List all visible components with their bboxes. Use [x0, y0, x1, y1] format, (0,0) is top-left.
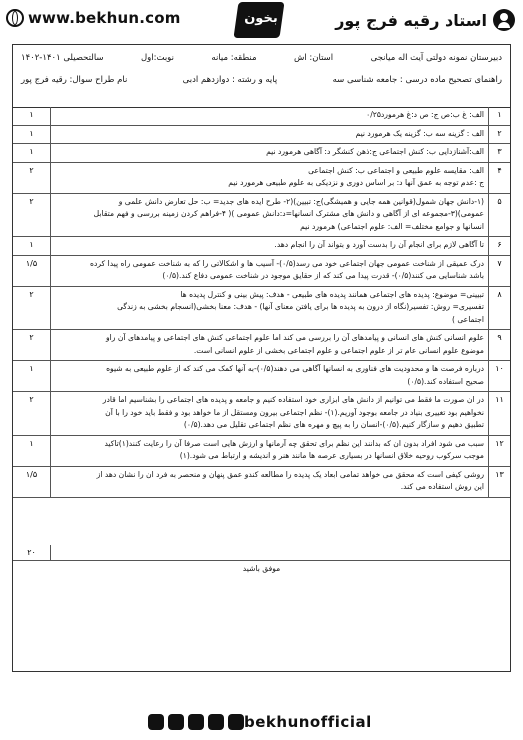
user-icon	[493, 9, 515, 31]
answer-line: سبب می شود افراد بدون ان که بدانند این نظم برای تحقق چه آرمانها و ارزش هایی است صرفا آن را رعایت کنند(۱)تاکید	[104, 438, 484, 448]
question-score: ۱	[13, 144, 51, 162]
question-number: ۶	[488, 237, 510, 255]
logo-text: بخون	[244, 11, 278, 26]
instagram-icon[interactable]	[148, 714, 164, 730]
answer-text	[55, 109, 484, 122]
answer-line: درباره فرصت ها و محدودیت های فناوری به انسانها آگاهی می دهند(۰/۵)-به آنها کمک می کند که از علوم طبیعی به شیوه	[106, 364, 484, 373]
teacher-name: استاد رقیه فرج پور	[335, 10, 487, 30]
answer-row	[13, 361, 510, 392]
closing-row	[13, 561, 510, 575]
question-number: ۱۳	[488, 467, 510, 497]
answer-line: تا آگاهی لازم برای انجام آن را بدست آورد و بتواند آن را انجام دهد.	[274, 240, 484, 249]
answer-row	[13, 330, 510, 361]
total-score: ۲۰	[13, 545, 51, 560]
telegram-icon[interactable]	[188, 714, 204, 730]
answer-text	[55, 363, 484, 388]
question-score: ۱	[13, 237, 51, 255]
answer-text	[55, 394, 484, 432]
question-score: ۱/۵	[13, 467, 51, 497]
answer-row	[13, 107, 510, 126]
answer-line: تبیینی= موضوع: پدیده های اجتماعی همانند پدیده های طبیعی - هدف: پیش بینی و کنترل پدیده ها	[180, 289, 484, 299]
question-score: ۲	[13, 163, 51, 193]
answer-line: درک عمیقی از شناخت عمومی جهان اجتماعی خود می رسد(۰/۵)- آسیب ها و اشکالاتی را که به شناخت عمومی راه پیدا کرده	[90, 258, 484, 268]
answer-line: الف:آشنازدایی ب: کنش اجتماعی ج:ذهن کنشگر د: آگاهی هرمورد نیم	[266, 147, 484, 156]
answer-text	[55, 258, 484, 283]
answer-line: (۱-دانش جهان شمول(قوانین همه جایی و همیشگی)ج: تبیین)(۲- طرح ایده های جدید= ب: حل تعارض دانش علمی و	[118, 196, 484, 206]
closing-text: موفق باشید	[242, 564, 281, 573]
answer-sheet	[12, 44, 511, 672]
answer-line: تفسیری= روش: تفسیر(نگاه از درون به پدیده ها برای یافتن معنای آنها) - هدف: معنا بخشی(انسجام بخشی به زندگی	[117, 302, 484, 311]
answer-text	[55, 332, 484, 357]
answer-row	[13, 256, 510, 287]
brand-logo	[233, 2, 284, 38]
answer-text	[55, 469, 484, 494]
answer-line: تطبیق دهیم و سازگار کنیم.(۰/۵)-انسان را به پیچ و مهره های نظم اجتماعی تقلیل می دهد.(۰/۵)	[183, 420, 484, 429]
total-row	[13, 545, 510, 561]
answer-line: نخواهیم بود تغییری بنیاد در جامعه بوجود آوریم.(۱)- نظم اجتماعی بیرون ومستقل از ما خواهد بود و فقط باید خود را با آن	[105, 407, 484, 417]
answer-line: ج :عدم توجه به عمق آنها د: بر اساس دوری و نزدیکی به علوم طبیعی هرمورد نیم	[228, 178, 484, 187]
question-score: ۱	[13, 436, 51, 466]
answer-row	[13, 287, 510, 331]
question-score: ۲	[13, 392, 51, 435]
youtube-icon[interactable]	[168, 714, 184, 730]
social-icons	[148, 714, 244, 730]
answer-row	[13, 392, 510, 436]
answer-line: موضوع علوم انسانی عام تر از علوم اجتماعی و علوم اجتماعی بخشی از علوم انسانی است.	[193, 345, 484, 355]
guide-title: راهنمای تصحیح ماده درسی : جامعه شناسی سه	[332, 75, 502, 85]
answer-line: در ان صورت ما فقط می توانیم از دانش های ابزاری خود استفاده کنیم و جامعه و پدیده های اجتماعی را بشناسیم اما قادر	[102, 395, 484, 404]
question-number: ۷	[488, 256, 510, 286]
answer-line: باشد شناسایی می کنند(۰/۵)- قدرت پیدا می کند که از حقایق موجود در شناخت عمومی دفاع کند.(۰/۵)	[162, 271, 484, 280]
answer-line: روشی کیفی است که محقق می خواهد تمامی ابعاد یک پدیده را مطالعه کندو عمق پنهان و منحصر به فرد ان را نشان دهد از	[96, 469, 484, 479]
answer-row	[13, 237, 510, 256]
answer-text	[55, 438, 484, 463]
answer-row	[13, 436, 510, 467]
question-score: ۱/۵	[13, 256, 51, 286]
designer: نام طراح سوال: رقیه فرج پور	[21, 75, 128, 85]
school-name: دبیرستان نمونه دولتی آیت اله میانجی	[370, 53, 502, 63]
sheet-header	[13, 45, 510, 108]
site-link[interactable]	[6, 9, 181, 27]
answer-text	[55, 196, 484, 234]
answer-row	[13, 194, 510, 238]
social-handle: bekhunofficial	[244, 713, 372, 731]
answer-text	[55, 165, 484, 190]
answer-line: اجتماعی )	[451, 314, 484, 324]
question-number: ۱۱	[488, 392, 510, 435]
grade-field: پایه و رشته : دوازدهم ادبی	[182, 75, 278, 85]
answer-line: الف: غ ب:ص ج: ص د:غ هرمورد۰/۲۵	[366, 110, 484, 119]
answer-row	[13, 163, 510, 194]
answer-row	[13, 144, 510, 163]
whatsapp-icon[interactable]	[208, 714, 224, 730]
question-score: ۱	[13, 361, 51, 391]
answer-row	[13, 126, 510, 145]
answer-line: الف: مقایسه علوم طبیعی و اجتماعی ب: کنش اجتماعی	[308, 165, 484, 175]
answer-line: صحیح استفاده کند.(۰/۵)	[407, 376, 484, 386]
answer-text	[55, 289, 484, 327]
question-score: ۲	[13, 194, 51, 237]
answer-line: علوم انسانی کنش های انسانی و پیامدهای آن را بررسی می کند اما علوم اجتماعی کنش های اجتماعی و پیامدهای آن راو	[106, 333, 484, 342]
teacher-brand	[335, 8, 515, 32]
answer-text	[55, 239, 484, 252]
question-number: ۱	[488, 107, 510, 125]
question-number: ۱۲	[488, 436, 510, 466]
question-number: ۵	[488, 194, 510, 237]
site-url: www.bekhun.com	[28, 9, 181, 27]
answer-text	[55, 146, 484, 159]
answer-row	[13, 467, 510, 498]
region: منطقه: میانه	[211, 53, 257, 63]
answer-text	[55, 128, 484, 141]
question-number: ۸	[488, 287, 510, 330]
question-number: ۴	[488, 163, 510, 193]
question-number: ۹	[488, 330, 510, 360]
question-score: ۱	[13, 107, 51, 125]
province: استان: اش	[293, 53, 334, 63]
question-number: ۱۰	[488, 361, 510, 391]
answer-line: انسانها و جوامع مختلف= الف: علوم اجتماعی) هرمورد نیم	[300, 221, 484, 231]
bottom-banner	[0, 706, 523, 740]
question-score: ۲	[13, 287, 51, 330]
question-number: ۲	[488, 126, 510, 144]
question-score: ۲	[13, 330, 51, 360]
question-number: ۳	[488, 144, 510, 162]
school-year: سالتحصیلی ۱۴۰۱-۱۴۰۲	[21, 53, 104, 63]
round: نوبت:اول	[140, 53, 174, 63]
globe-icon	[6, 9, 24, 27]
answer-line: عمومی)(۳-مجموعه ای از آگاهی و دانش های مشترک انسانها=د:دانش عمومی )( ۴-فراهم کردن زمینه بررسی و فهم متقابل	[93, 209, 484, 218]
top-banner	[0, 0, 523, 40]
answer-line: این روش استفاده می کند.	[400, 482, 484, 491]
answer-line: موجب سرکوب روحیه خلاق انسانها در بسیاری عرصه ها مانند هنر و اندیشه و ارتباط می شود.(۱)	[179, 451, 484, 460]
question-score: ۱	[13, 126, 51, 144]
aparat-icon[interactable]	[228, 714, 244, 730]
answer-line: الف : گزینه سه ب: گزینه یک هرمورد نیم	[355, 128, 484, 138]
